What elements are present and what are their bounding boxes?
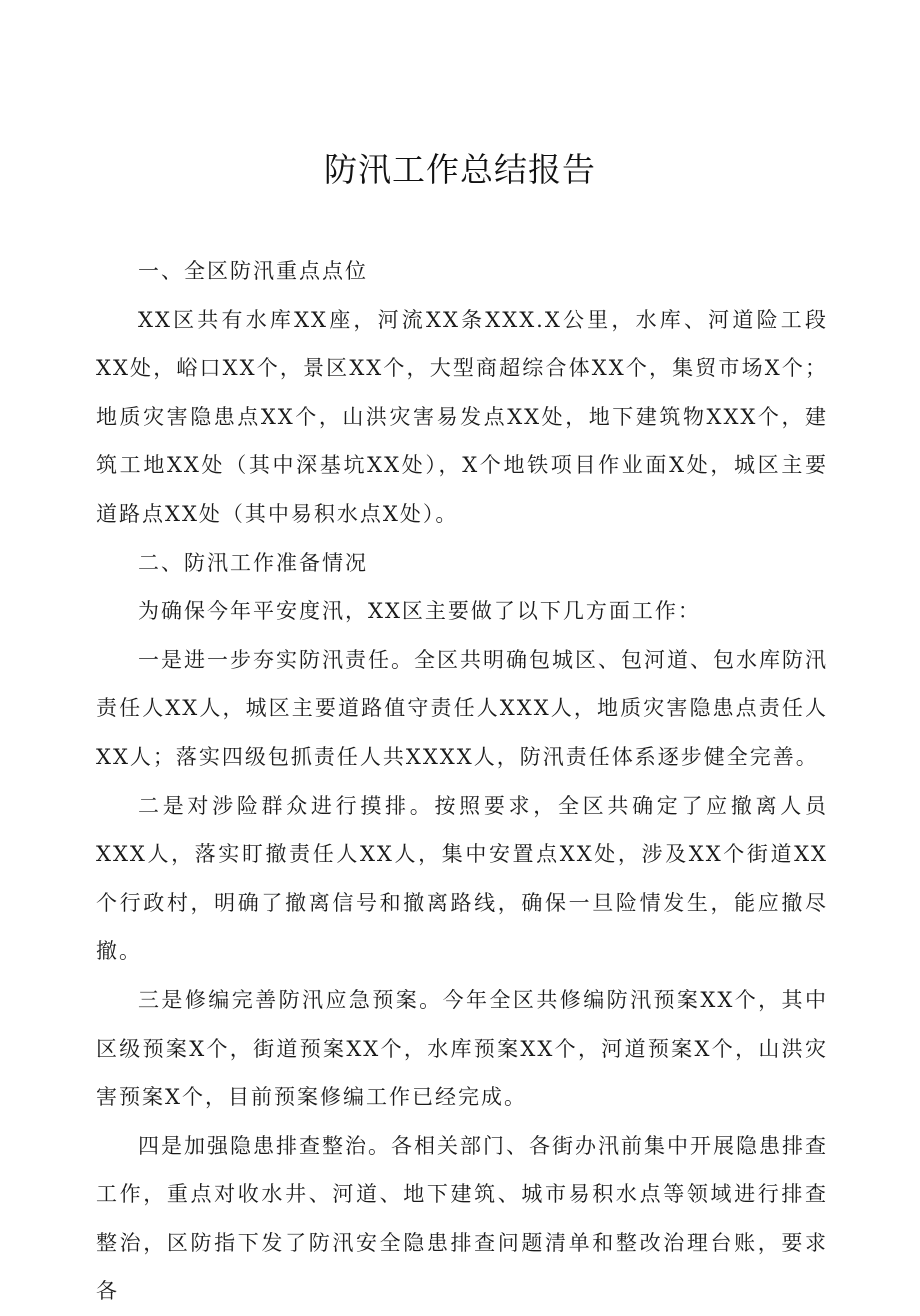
- paragraph-responsibility: 一是进一步夯实防汛责任。全区共明确包城区、包河道、包水库防汛责任人XX人，城区主要道路值守责任人XXX人，地质灾害隐患点责任人XX人；落实四级包抓责任人共XXXX人，防汛责任体系逐步健全完善。: [96, 647, 828, 769]
- section-heading-1: 一、全区防汛重点点位: [138, 259, 368, 283]
- paragraph-key-locations: XX区共有水库XX座，河流XX条XXX.X公里，水库、河道险工段XX处，峪口XX个，景区XX个，大型商超综合体XX个，集贸市场X个；地质灾害隐患点XX个，山洪灾害易发点XX处，地下建筑物XXX个，建筑工地XX处（其中深基坑XX处），X个地铁项目作业面X处，城区主要道路点XX处（其中易积水点X处）。: [96, 307, 828, 526]
- document-title: 防汛工作总结报告: [324, 150, 596, 189]
- document-body: [96, 247, 828, 1316]
- paragraph-evacuation: 二是对涉险群众进行摸排。按照要求，全区共确定了应撤离人员XXX人，落实盯撤责任人XX人，集中安置点XX处，涉及XX个街道XX个行政村，明确了撤离信号和撤离路线，确保一旦险情发生，能应撤尽撤。: [96, 793, 828, 964]
- paragraph-intro: 为确保今年平安度汛，XX区主要做了以下几方面工作：: [138, 599, 701, 624]
- paragraph-hazard-inspection: 四是加强隐患排查整治。各相关部门、各街办汛前集中开展隐患排查工作，重点对收水井、河道、地下建筑、城市易积水点等领域进行排查整治，区防指下发了防汛安全隐患排查问题清单和整改治理台账，要求各: [96, 1133, 828, 1304]
- section-heading-2: 二、防汛工作准备情况: [138, 550, 368, 575]
- paragraph-emergency-plans: 三是修编完善防汛应急预案。今年全区共修编防汛预案XX个，其中区级预案X个，街道预案XX个，水库预案XX个，河道预案X个，山洪灾害预案X个，目前预案修编工作已经完成。: [96, 987, 828, 1110]
